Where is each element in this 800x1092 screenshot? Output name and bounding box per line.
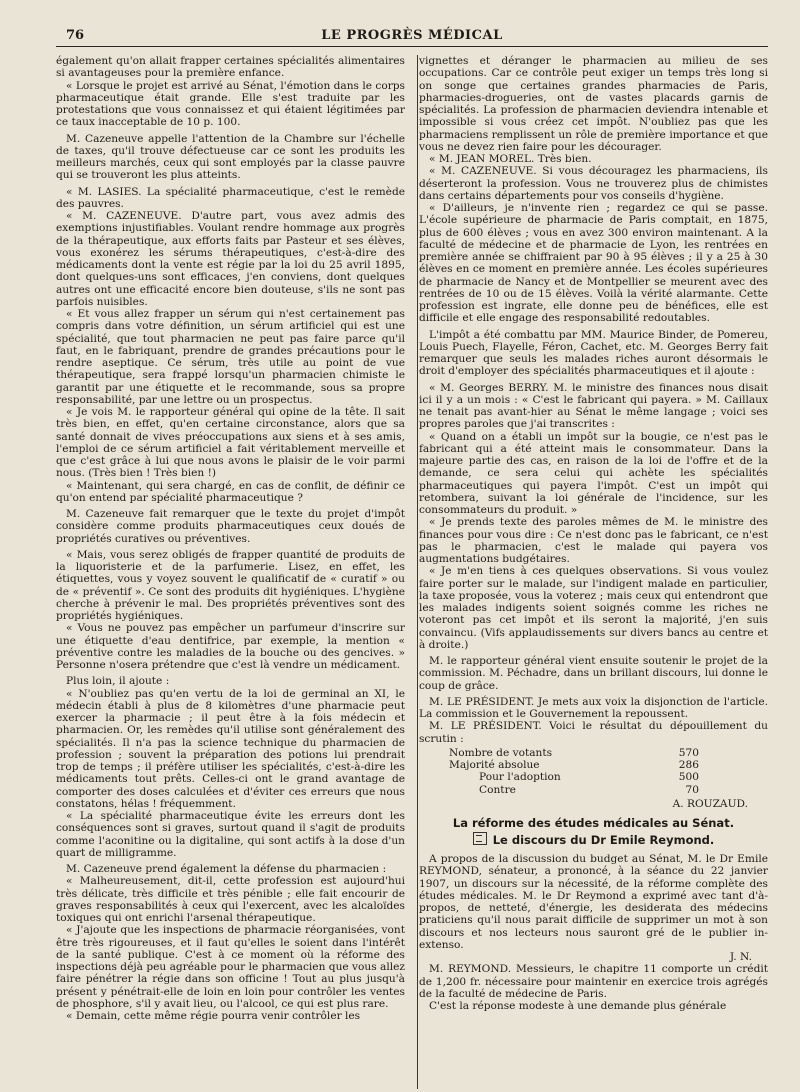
journal-title: LE PROGRÈS MÉDICAL [321, 28, 503, 43]
paragraph: « M. CAZENEUVE. Si vous découragez les pharmaciens, ils déserteront la profession. Vous ne trouverez plus de chimistes dans certains départements pour vos conseils d'hygiène. [419, 165, 768, 202]
section-marker-icon [473, 832, 487, 845]
vote-label: Majorité absolue [449, 759, 540, 771]
paragraph: « La spécialité pharmaceutique évite les erreurs dont les conséquences sont si graves, surtout quand il s'agit de produits comme l'aconitine ou la digitaline, qui sont actifs à la dose d'un quart de milligramme. [56, 810, 405, 859]
paragraph: M. REYMOND. Messieurs, le chapitre 11 comporte un crédit de 1,200 fr. nécessaire pour maintenir en exercice trois agrégés de la faculté de médecine de Paris. [419, 963, 768, 1000]
columns [56, 55, 768, 1089]
paragraph: « M. JEAN MOREL. Très bien. [429, 153, 592, 165]
vote-value: 286 [678, 759, 699, 771]
column-divider [417, 55, 418, 1089]
section-title: La réforme des études médicales au Sénat. [452, 816, 735, 830]
vote-label: Contre [479, 783, 516, 796]
vote-row [449, 759, 699, 771]
paragraph: M. Cazeneuve appelle l'attention de la Chambre sur l'échelle de taxes, qu'il trouve défectueuse car ce sont les produits les meilleurs marchés, ceux qui sont employés par la classe pauvre qui se trouveront les plus atteints. [56, 132, 405, 182]
paragraph: L'impôt a été combattu par MM. Maurice Binder, de Pomereu, Louis Puech, Flayelle, Féron, Cachet, etc. M. Georges Berry fait remarquer que seuls les malades riches auront désormais le droit d'employer des spécialités pharmaceutiques et il ajoute : [419, 328, 768, 378]
paragraph: « Et vous allez frapper un sérum qui n'est certainement pas compris dans votre définition, un sérum artificiel qui est une spécialité, que tout pharmacien ne peut pas faire parce qu'il faut, en le fabriquant, prendre de grandes précautions pour le rendre aseptique. Ce sérum, très utile au point de vue thérapeutique, sera frappé lorsqu'un pharmacien chimiste le garantit par une étiquette et le recommande, sous sa propre responsabilité, par une lettre ou un prospectus. [56, 308, 405, 406]
paragraph: vignettes et déranger le pharmacien au milieu de ses occupations. Car ce contrôle peut exiger un temps très long si on songe que certaines grandes pharmacies de Paris, pharmacies-drogueries, ont de vastes placards garnis de spécialités. La profession de pharmacien deviendra intenable et impossible si vous créez cet impôt. N'oubliez pas que les pharmaciens remplissent un rôle de première importance et que vous ne devez rien faire pour les décourager. [419, 55, 768, 153]
vote-value: 500 [678, 771, 699, 784]
author-signature: A. ROUZAUD. [672, 797, 748, 810]
vote-label: Nombre de votants [449, 746, 553, 759]
vote-row [479, 784, 699, 796]
vote-label: Pour l'adoption [479, 771, 561, 784]
paragraph: M. Cazeneuve prend également la défense du pharmacien : [66, 863, 387, 875]
paragraph: « M. CAZENEUVE. D'autre part, vous avez admis des exemptions injustifiables. Voulant rendre hommage aux progrès de la thérapeutique, aux efforts faits par Pasteur et ses élèves, vous exonérez les sérums thérapeutiques, c'est-à-dire des médicaments dont la vente est régie par la loi du 25 avril 1895, dont quelques-uns sont efficaces, j'en conviens, dont quelques autres ont une efficacité encore bien douteuse, s'ils ne sont pas parfois nuisibles. [56, 210, 405, 308]
paragraph: « Lorsque le projet est arrivé au Sénat, l'émotion dans le corps pharmaceutique était grande. Elle s'est traduite par les protestations que vous connaissez et qui étaient légitimées par ce taux inacceptable de 10 p. 100. [56, 79, 405, 129]
paragraph: M. LE PRÉSIDENT. Je mets aux voix la disjonction de l'article. La commission et le Gouvernement la repoussent. [419, 695, 768, 720]
paragraph: A propos de la discussion du budget au Sénat, M. le Dr Emile REYMOND, sénateur, a prononcé, à la séance du 22 janvier 1907, un discours sur la nécessité, de la réforme complète des études médicales. M. le Dr Reymond a exprimé avec tant d'à-propos, de netteté, d'énergie, les desiderata des médecins praticiens qu'il nous parait difficile de supprimer un mot à son discours et nos lecteurs nous sauront gré de le publier in-extenso. [419, 853, 768, 951]
paragraph: « M. LASIES. La spécialité pharmaceutique, c'est le remède des pauvres. [56, 185, 405, 210]
paragraph: « J'ajoute que les inspections de pharmacie réorganisées, vont être très rigoureuses, et il faut qu'elles le soient dans l'intérêt de la santé publique. C'est à ce moment où la réforme des inspections déjà peu agréable pour le pharmacien que vous allez faire pénétrer la régie dans son officine ! Tout au plus jusqu'à présent y pénétrait-elle de loin en loin pour contrôler les ventes de phosphore, s'il y avait lieu, ou l'alcool, ce qui est plus rare. [56, 924, 405, 1010]
vote-row [479, 771, 699, 783]
paragraph: Plus loin, il ajoute : [66, 675, 170, 688]
paragraph: « Je prends texte des paroles mêmes de M. le ministre des finances pour vous dire : Ce n'est donc pas le fabricant, ce n'est pas le pharmacien, c'est le malade qui payera vos augmentations budgétaires. [419, 516, 768, 565]
paragraph: « Je m'en tiens à ces quelques observations. Si vous voulez faire porter sur le malade, sur l'indigent malade en particulier, la taxe proposée, vous la voterez ; mais ceux qui entendront que les malades indigents soient soignés comme les riches ne voteront pas cet impôt et ils seront la majorité, j'en suis convaincu. (Vifs applaudissements sur divers bancs au centre et à droite.) [419, 565, 768, 651]
left-column [56, 55, 405, 1089]
paragraph: « Vous ne pouvez pas empêcher un parfumeur d'inscrire sur une étiquette d'eau dentifrice, par exemple, la mention « préventive contre les maladies de la bouche ou des gencives. » Personne n'osera prétendre que c'est là vendre un médicament. [56, 622, 405, 671]
vote-row [449, 747, 699, 759]
paragraph: « Demain, cette même régie pourra venir contrôler les [66, 1010, 361, 1022]
paragraph: M. le rapporteur général vient ensuite soutenir le projet de la commission. M. Péchadre, dans un brillant discours, lui donne le coup de grâce. [419, 655, 768, 692]
vote-result [449, 747, 768, 810]
paragraph: « D'ailleurs, je n'invente rien ; regardez ce qui se passe. L'école supérieure de pharmacie de Paris comptait, en 1875, plus de 600 élèves ; vous en avez 300 environ maintenant. A la faculté de médecine et de pharmacie de Lyon, les rentrées en première année se chiffraient par 90 à 95 élèves ; il y a 25 à 30 élèves en ce moment en première année. Les écoles supérieures de pharmacie de Nancy et de Montpellier se meurent avec des rentrées de 10 ou de 15 élèves. Voilà la vérité alarmante. Cette profession est ingrate, elle donne peu de bénéfices, elle est difficile et elle engage des responsabilité redoutables. [419, 202, 768, 325]
vote-value: 70 [685, 783, 699, 796]
paragraph: « Maintenant, qui sera chargé, en cas de conflit, de définir ce qu'on entend par spécialité pharmaceutique ? [56, 479, 405, 504]
paragraph: « M. Georges BERRY. M. le ministre des finances nous disait ici il y a un mois : « C'est le fabricant qui payera. » M. Caillaux ne tenait pas avant-hier au Sénat le même langage ; voici ses propres paroles que j'ai transcrites : [419, 381, 768, 431]
page-number: 76 [66, 28, 85, 43]
right-column [419, 55, 768, 1089]
paragraph: « Quand on a établi un impôt sur la bougie, ce n'est pas le fabricant qui a été atteint mais le consommateur. Dans la majeure partie des cas, en raison de la loi de l'offre et de la demande, ce sera celui qui achète les spécialités pharmaceutiques qui payera l'impôt. C'est un impôt qui retombera, suivant la loi générale de l'incidence, sur les consommateurs du produit. » [419, 430, 768, 516]
paragraph: C'est la réponse modeste à une demande plus générale [429, 1000, 727, 1012]
paragraph: « N'oubliez pas qu'en vertu de la loi de germinal an XI, le médecin établi à plus de 8 kilomètres d'une pharmacie peut exercer la pharmacie ; il peut être à la fois médecin et pharmacien. Or, les remèdes qu'il utilise sont généralement des spécialités. Il n'a pas la science technique du pharmacien de profession ; souvent la préparation des potions lui prendrait trop de temps ; il préfère utiliser les spécialités, c'est-à-dire les médicaments tout prêts. Celles-ci ont le grand avantage de comporter des doses calculées et d'éviter ces erreurs que nous constatons, hélas ! fréquemment. [56, 687, 405, 810]
paragraph: « Mais, vous serez obligés de frapper quantité de produits de la liquoristerie et de la parfumerie. Lisez, en effet, les étiquettes, vous y voyez souvent le qualificatif de « curatif » ou de « préventif ». Ce sont des produits dit hygiéniques. L'hygiène cherche à prévenir le mal. Des propriétés préventives sont des propriétés hygiéniques. [56, 548, 405, 622]
paragraph: « Je vois M. le rapporteur général qui opine de la tête. Il sait très bien, en effet, qu'en certaine circonstance, alors que sa santé donnait de vives préoccupations aux siens et à ses amis, l'emploi de ce sérum artificiel a fait véritablement merveille et que c'est grâce à lui que nous avons le plaisir de le voir parmi nous. (Très bien ! Très bien !) [56, 406, 405, 480]
paragraph: « Malheureusement, dit-il, cette profession est aujourd'hui très délicate, très difficile et très pénible ; elle fait encourir de graves responsabilités à ceux qui l'exercent, avec les alcaloïdes toxiques qui ont enrichi l'arsenal thérapeutique. [56, 875, 405, 924]
paragraph: M. LE PRÉSIDENT. Voici le résultat du dépouillement du scrutin : [419, 720, 768, 745]
vote-value: 570 [678, 746, 699, 759]
page-header [56, 26, 768, 47]
paragraph: M. Cazeneuve fait remarquer que le texte du projet d'impôt considère comme produits pharmaceutiques ceux doués de propriétés curatives ou préventives. [56, 508, 405, 545]
initials: J. N. [729, 951, 752, 963]
section-subtitle-row [419, 832, 768, 847]
paragraph: également qu'on allait frapper certaines spécialités alimentaires si avantageuses pour la première enfance. [56, 55, 405, 80]
section-subtitle: Le discours du Dr Emile Reymond. [492, 833, 715, 847]
